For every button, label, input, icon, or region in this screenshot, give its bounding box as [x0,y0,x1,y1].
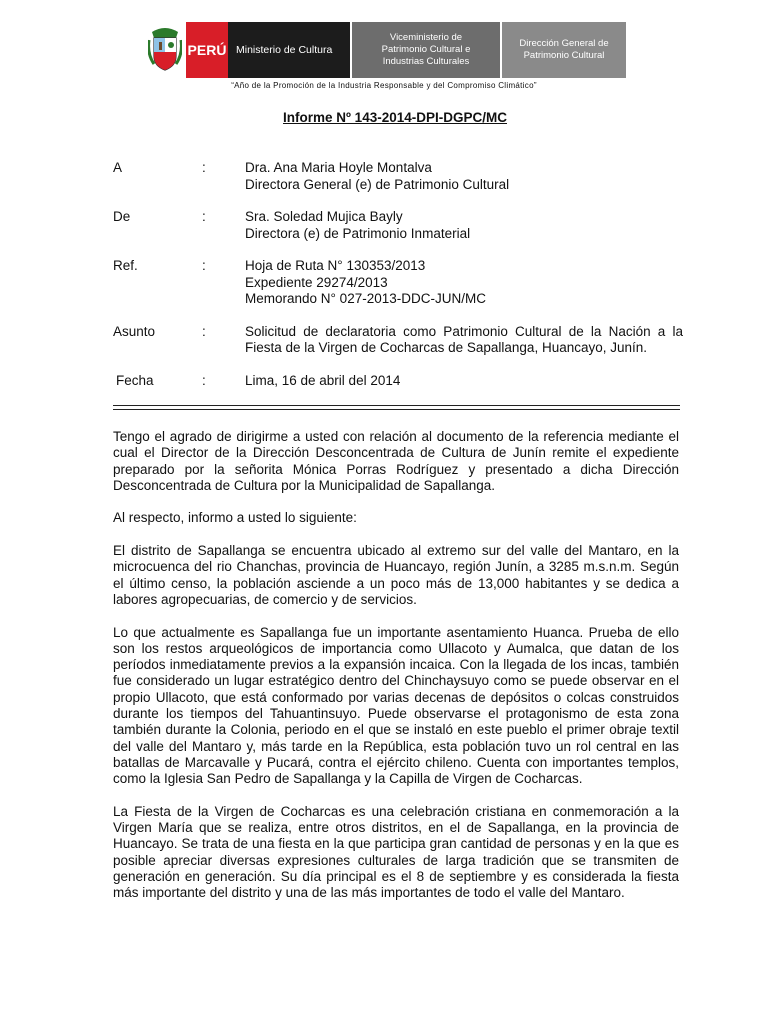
memo-from [113,209,683,242]
memo-value: Sra. Soledad Mujica Bayly [245,209,403,224]
memo-to [113,160,683,193]
viceministry-line: Industrias Culturales [382,56,470,67]
memo-colon: : [202,160,206,175]
memo-value: Directora General (e) de Patrimonio Cultural [245,176,510,192]
memo-colon: : [202,372,206,388]
ministry-block [228,22,350,78]
viceministry-line: Patrimonio Cultural e [381,44,471,55]
letterhead [148,22,626,78]
memo-label: A [113,160,123,175]
year-motto: “Año de la Promoción de la Industria Responsable y del Compromiso Climático” [231,81,537,90]
report-body [113,429,679,918]
viceministry-line: Viceministerio de [389,32,463,43]
memo-subject [113,324,683,357]
memo-value: Dra. Ana Maria Hoyle Montalva [245,160,432,175]
memo-value: Solicitud de declaratoria como Patrimonio Cultural de la Nación a la Fiesta de la Virgen de Cocharcas de Sapallanga, Huancayo, Junín. [245,323,683,355]
memo-colon: : [202,258,206,273]
divider-line [113,409,680,410]
peru-logo [186,22,228,78]
coat-of-arms-icon [148,26,182,72]
memo-header [113,160,683,389]
body-paragraph: La Fiesta de la Virgen de Cocharcas es una celebración cristiana en conmemoración a la Virgen María que se realiza, entre otros distritos, en el de Sapallanga, en la provincia de Huancayo. Se trata de una fiesta en la que participa gran cantidad de personas y en la que es posible apreciar diversas expresiones culturales de larga tradición que se transmiten de generación en generación. Su día principal es el 8 de septiembre y es considerada la fiesta más importante del distrito y una de las más importantes de todo el valle del Mantaro. [113,803,679,901]
memo-label: Asunto [113,323,156,339]
viceministry-block [352,22,500,78]
body-paragraph: Al respecto, informo a usted lo siguiente: [113,510,357,526]
memo-label: Fecha [116,372,154,388]
memo-date [113,373,683,390]
direction-block [502,22,626,78]
memo-value: Expediente 29274/2013 [245,274,388,290]
body-paragraph: El distrito de Sapallanga se encuentra ubicado al extremo sur del valle del Mantaro, en la microcuenca del rio Chanchas, provincia de Huancayo, región Junín, a 3285 m.s.n.m. Según el último censo, la población asciende a un poco más de 13,000 habitantes y se dedica a labores agropecuarias, de comercio y de servicios. [113,543,679,607]
memo-ref [113,258,683,308]
memo-label: De [113,209,131,224]
direction-line: Dirección General de [519,38,609,49]
memo-value: Hoja de Ruta N° 130353/2013 [245,258,426,273]
memo-colon: : [202,209,206,224]
memo-value: Lima, 16 de abril del 2014 [245,372,401,388]
memo-value: Memorando N° 027-2013-DDC-JUN/MC [245,291,486,306]
body-paragraph: Lo que actualmente es Sapallanga fue un importante asentamiento Huanca. Prueba de ello son los restos arqueológicos de importancia como Ullacoto y Aumalca, que datan de los períodos inmediatamente previos a la expansión incaica. Con la llegada de los incas, también fue considerado un lugar estratégico dentro del Chinchaysuyo como se puede observar en el propio Ullacoto, que está conformado por varias decenas de depósitos o colcas construidos durante los tiempos del Tahuantinsuyo. Puede observarse el protagonismo de esta zona también durante la Colonia, periodo en el que se instaló en este pueblo el primer obraje textil del valle del Mantaro y, más tarde en la República, esta población tuvo un rol central en las batallas de Marcavalle y Pucará, contra el ejército chileno. Cuenta con importantes templos, como la Iglesia San Pedro de Sapallanga y la Capilla de Virgen de Cocharcas. [113,624,679,787]
report-title: Informe Nº 143-2014-DPI-DGPC/MC [283,110,507,125]
memo-label: Ref. [113,258,138,273]
divider-line [113,405,680,406]
peru-label: PERÚ [187,42,227,58]
memo-value: Directora (e) de Patrimonio Inmaterial [245,225,471,241]
ministry-label: Ministerio de Cultura [236,44,333,56]
body-paragraph: Tengo el agrado de dirigirme a usted con relación al documento de la referencia mediante el cual el Director de la Dirección Desconcentrada de Cultura de Junín remite el expediente preparado por la señorita Mónica Porras Rodríguez y presentado a dicha Dirección Desconcentrada de Cultura por la Municipalidad de Sapallanga. [113,429,679,493]
memo-colon: : [202,323,206,339]
direction-line: Patrimonio Cultural [523,50,605,61]
